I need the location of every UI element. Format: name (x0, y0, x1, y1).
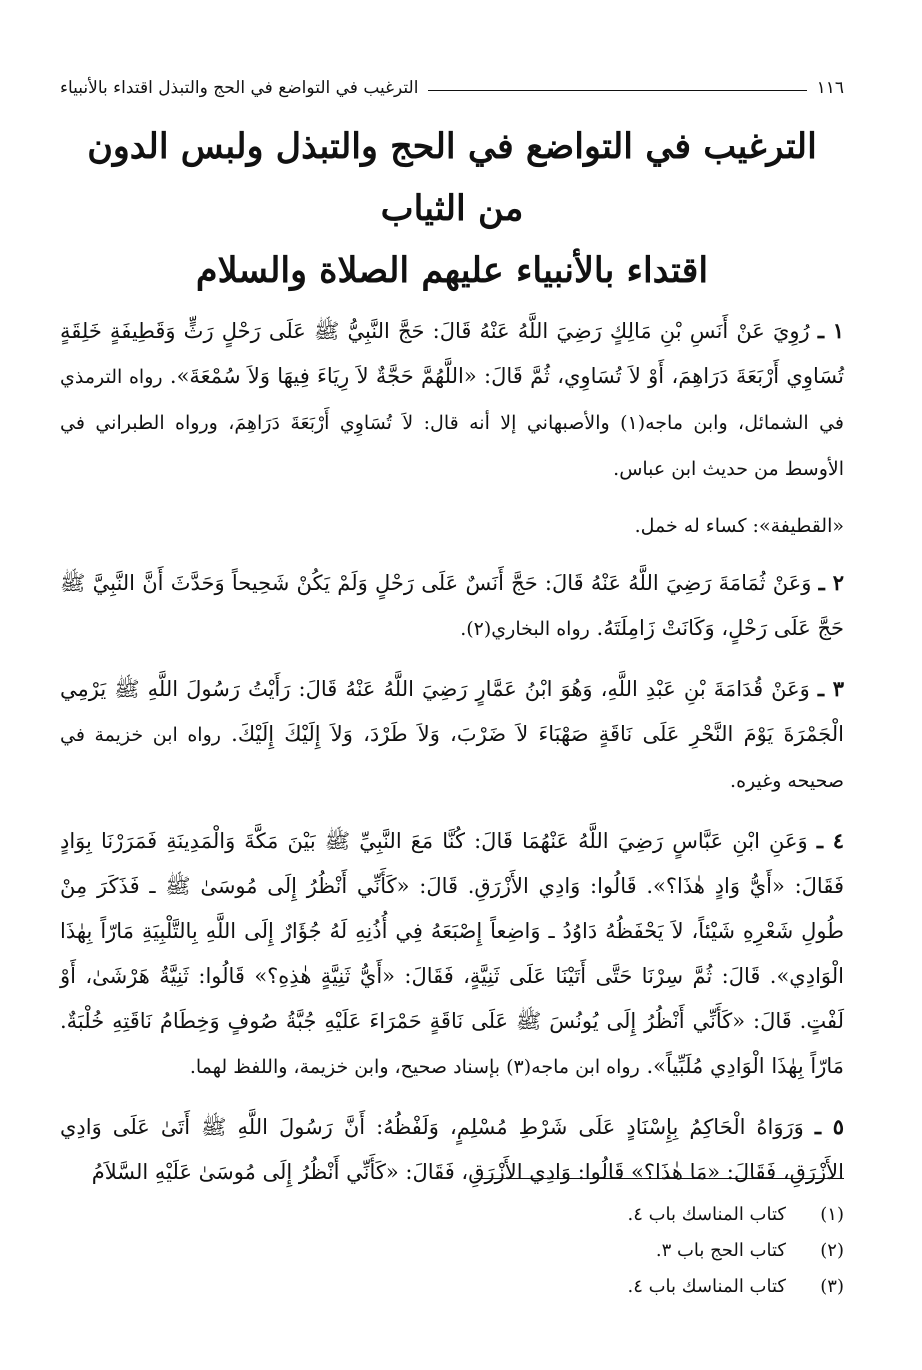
hadith-3 (60, 666, 844, 804)
hadith-text: وَعَنْ ثُمَامَةَ رَضِيَ اللَّهُ عَنْهُ قَالَ: حَجَّ أَنَسٌ عَلَى رَحْلٍ وَلَمْ يَكُنْ شَحِيحاً وَحَدَّثَ أَنَّ النَّبِيَّ ﷺ حَجَّ عَلَى رَحْلٍ، وَكَانَتْ زَامِلَتَهُ. (60, 571, 844, 640)
hadith-source: رواه ابن ماجه(٣) بإسناد صحيح، وابن خزيمة، واللفظ لهما. (189, 1056, 640, 1078)
hadith-1 (60, 308, 844, 492)
hadith-number: ٥ ـ (814, 1114, 844, 1139)
hadith-number: ٣ ـ (817, 676, 845, 701)
hadith-number: ١ ـ (817, 318, 845, 343)
hadith-number: ٤ ـ (816, 828, 844, 853)
footnote-text: كتاب المناسك باب ٤. (627, 1276, 786, 1297)
hadith-number: ٢ ـ (818, 570, 844, 595)
hadith-text: وَعَنْ قُدَامَةَ بْنِ عَبْدِ اللَّهِ، وَهُوَ ابْنُ عَمَّارٍ رَضِيَ اللَّهُ عَنْهُ قَالَ: رَأَيْتُ رَسُولَ اللَّهِ ﷺ يَرْمِي الْجَمْرَةَ يَوْمَ النَّحْرِ عَلَى نَاقَةٍ صَهْبَاءَ لاَ ضَرْبَ، وَلاَ طَرْدَ، وَلاَ إِلَيْكَ إِلَيْكَ. (60, 677, 845, 746)
footnote-number: (٢) (820, 1240, 844, 1261)
header-rule (428, 90, 806, 91)
chapter-title-line-2: اقتداء بالأنبياء عليهم الصلاة والسلام (195, 250, 709, 291)
chapter-title-line-1: الترغيب في التواضع في الحج والتبذل ولبس الدون من الثياب (87, 126, 817, 229)
footnote-text: كتاب المناسك باب ٤. (627, 1204, 786, 1225)
footnote-2 (60, 1233, 844, 1269)
footnote-number: (١) (820, 1204, 844, 1225)
hadith-2 (60, 560, 844, 652)
hadith-text: رُوِيَ عَنْ أَنَسِ بْنِ مَالِكٍ رَضِيَ اللَّهُ عَنْهُ قَالَ: حَجَّ النَّبِيُّ ﷺ عَلَى رَحْلٍ رَثٍّ وَقَطِيفَةٍ خَلِقَةٍ تُسَاوِي أَرْبَعَةَ دَرَاهِمَ، أَوْ لاَ تُسَاوِي، ثُمَّ قَالَ: «اللَّهُمَّ حَجَّةٌ لاَ رِيَاءَ فِيهَا وَلاَ سُمْعَةَ». (60, 319, 844, 388)
gloss-note: «القطيفة»: كساء له خمل. (634, 515, 844, 537)
running-header (60, 72, 844, 98)
page-number: ١١٦ (816, 78, 844, 98)
running-title: الترغيب في التواضع في الحج والتبذل اقتداء بالأنبياء (60, 78, 419, 98)
hadith-source: رواه ابن خزيمة في صحيحه وغيره. (60, 724, 844, 792)
footnote-1 (60, 1197, 844, 1233)
chapter-title (60, 116, 844, 302)
hadith-source: رواه الترمذي في الشمائل، وابن ماجه(١) والأصبهاني إلا أنه قال: لاَ تُسَاوِي أَرْبَعَةَ دَرَاهِمَ، ورواه الطبراني في الأوسط من حديث ابن عباس. (60, 366, 844, 480)
footnote-number: (٣) (820, 1276, 844, 1297)
hadith-4 (60, 818, 844, 1090)
footnote-3 (60, 1269, 844, 1305)
footnote-text: كتاب الحج باب ٣. (655, 1240, 786, 1261)
hadith-text: وَعَنِ ابْنِ عَبَّاسٍ رَضِيَ اللَّهُ عَنْهُمَا قَالَ: كُنَّا مَعَ النَّبِيِّ ﷺ بَيْنَ مَكَّةَ وَالْمَدِينَةِ فَمَرَرْنَا بِوَادٍ فَقَالَ: «أَيُّ وَادٍ هٰذَا؟». قَالُوا: وَادِي الأَزْرَقِ. قَالَ: «كَأَنِّي أَنْظُرُ إِلَى مُوسَىٰ ﷺ ـ فَذَكَرَ مِنْ طُولِ شَعْرِهِ شَيْئاً، لاَ يَحْفَظُهُ دَاوُدُ ـ وَاضِعاً إِصْبَعَهُ فِي أُذُنِهِ لَهُ جُؤَارٌ إِلَى اللَّهِ بِالتَّلْبِيَةِ مَارّاً بِهٰذَا الْوَادِي». قَالَ: ثُمَّ سِرْنَا حَتَّى أَتَيْنَا عَلَى ثَنِيَّةٍ، فَقَالَ: «أَيُّ ثَنِيَّةٍ هٰذِهِ؟» قَالُوا: ثَنِيَّةُ هَرْشَىٰ، أَوْ لَفْتٍ. قَالَ: «كَأَنِّي أَنْظُرُ إِلَى يُونُسَ ﷺ عَلَى نَاقَةٍ حَمْرَاءَ عَلَيْهِ جُبَّةُ صُوفٍ وَخِطَامُ نَاقَتِهِ خُلْبَةٌ. مَارّاً بِهٰذَا الْوَادِي مُلَبِّياً». (60, 829, 844, 1078)
footnote-separator (474, 1178, 844, 1179)
footnotes (60, 1178, 844, 1305)
hadith-text: وَرَوَاهُ الْحَاكِمُ بِإِسْنَادٍ عَلَى شَرْطِ مُسْلِمٍ، وَلَفْظُهُ: أَنَّ رَسُولَ اللَّهِ ﷺ أَتَىٰ عَلَى وَادِي الأَزْرَقِ، فَقَالَ: «مَا هٰذَا؟» قَالُوا: وَادِي الأَزْرَقِ، فَقَالَ: «كَأَنِّي أَنْظُرُ إِلَى مُوسَىٰ عَلَيْهِ السَّلاَمُ (60, 1115, 844, 1184)
hadith-source: رواه البخاري(٢). (460, 618, 590, 640)
